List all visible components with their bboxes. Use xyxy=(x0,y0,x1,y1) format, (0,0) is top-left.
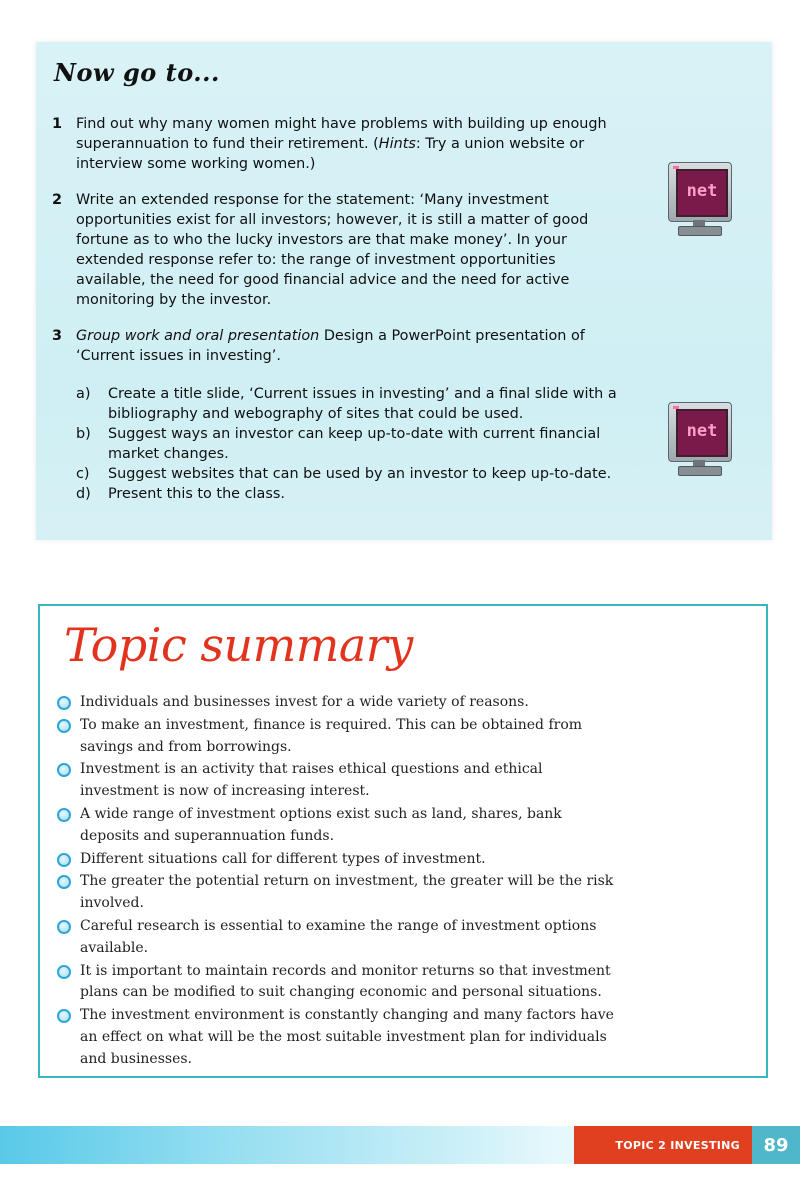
monitor-base xyxy=(678,466,722,476)
summary-item-text: Careful research is essential to examine the range of investment options available. xyxy=(80,917,597,956)
bullet-circle-icon xyxy=(57,763,71,777)
summary-list xyxy=(56,692,616,1072)
question-text: Write an extended response for the statement: ‘Many investment opportunities exist for all investors; however, it is still a matter of good fortune as to who the lucky investors are that make money’. In your extended response refer to: the range of investment opportunities available, the need for good financial advice and the need for active monitoring by the investor. xyxy=(76,192,589,308)
net-monitor-icon xyxy=(668,162,732,238)
subtask-b xyxy=(76,424,636,464)
question-text-part: Design a PowerPoint presentation of ‘Current issues in investing’. xyxy=(76,328,585,364)
summary-item xyxy=(56,849,616,871)
summary-item-text: Different situations call for different types of investment. xyxy=(80,850,486,867)
bullet-circle-icon xyxy=(57,853,71,867)
bullet-circle-icon xyxy=(57,719,71,733)
summary-item xyxy=(56,715,616,759)
subtask-text: Suggest websites that can be used by an investor to keep up-to-date. xyxy=(108,466,612,482)
summary-item xyxy=(56,961,616,1005)
net-label: net xyxy=(686,181,718,201)
net-label: net xyxy=(686,421,718,441)
subtask-text: Present this to the class. xyxy=(108,486,285,502)
bullet-circle-icon xyxy=(57,1009,71,1023)
summary-item xyxy=(56,692,616,714)
question-text-part: : Try a union website or interview some working women.) xyxy=(76,136,585,172)
monitor-screen xyxy=(676,169,728,217)
question-2 xyxy=(52,190,612,310)
monitor-body xyxy=(668,402,732,462)
bullet-circle-icon xyxy=(57,920,71,934)
question-lead-italic: Group work and oral presentation xyxy=(76,328,320,344)
monitor-base xyxy=(678,226,722,236)
subtask-d xyxy=(76,484,636,504)
summary-item xyxy=(56,1005,616,1070)
summary-item-text: The investment environment is constantly changing and many factors have an effect on what will be the most suitable investment plan for individuals and businesses. xyxy=(80,1007,614,1067)
summary-item xyxy=(56,759,616,803)
bullet-circle-icon xyxy=(57,875,71,889)
question-1 xyxy=(52,114,612,174)
summary-item xyxy=(56,871,616,915)
summary-item-text: Individuals and businesses invest for a wide variety of reasons. xyxy=(80,694,529,710)
net-monitor-icon xyxy=(668,402,732,478)
topic-summary-panel xyxy=(38,604,768,1078)
summary-item-text: The greater the potential return on investment, the greater will be the risk involved. xyxy=(80,873,614,912)
bullet-circle-icon xyxy=(57,808,71,822)
monitor-body xyxy=(668,162,732,222)
now-go-to-panel xyxy=(36,42,772,540)
footer-topic-label: TOPIC 2 INVESTING xyxy=(574,1126,752,1164)
summary-item xyxy=(56,804,616,848)
question-text-part: Find out why many women might have problems with building up enough superannuation to fund their retirement. ( xyxy=(76,116,607,152)
bullet-circle-icon xyxy=(57,965,71,979)
subtask-letter: d) xyxy=(76,486,91,502)
hints-label: Hints xyxy=(378,136,416,152)
bullet-circle-icon xyxy=(57,696,71,710)
subtask-letter: b) xyxy=(76,426,91,442)
subtask-letter: c) xyxy=(76,466,90,482)
summary-item-text: A wide range of investment options exist such as land, shares, bank deposits and superannuation funds. xyxy=(80,805,562,844)
question-text xyxy=(76,326,612,366)
subtask-letter: a) xyxy=(76,386,91,402)
now-go-to-title: Now go to... xyxy=(54,58,220,87)
monitor-screen xyxy=(676,409,728,457)
question-text xyxy=(76,114,612,174)
summary-item-text: Investment is an activity that raises ethical questions and ethical investment is now of increasing interest. xyxy=(80,761,543,800)
subtask-text: Suggest ways an investor can keep up-to-date with current financial market changes. xyxy=(108,426,601,462)
summary-item-text: It is important to maintain records and monitor returns so that investment plans can be modified to suit changing economic and personal situations. xyxy=(80,962,611,1001)
summary-item xyxy=(56,916,616,960)
subtask-a xyxy=(76,384,636,424)
subtask-c xyxy=(76,464,636,484)
question-3 xyxy=(52,326,612,366)
subtask-text: Create a title slide, ‘Current issues in investing’ and a final slide with a bibliography and webography of sites that could be used. xyxy=(108,386,617,422)
question-number: 1 xyxy=(52,116,63,132)
summary-item-text: To make an investment, finance is required. This can be obtained from savings and from borrowings. xyxy=(80,716,583,755)
question-number: 2 xyxy=(52,192,63,208)
question-number: 3 xyxy=(52,328,63,344)
page-number: 89 xyxy=(752,1126,800,1164)
topic-summary-title: Topic summary xyxy=(64,618,413,672)
